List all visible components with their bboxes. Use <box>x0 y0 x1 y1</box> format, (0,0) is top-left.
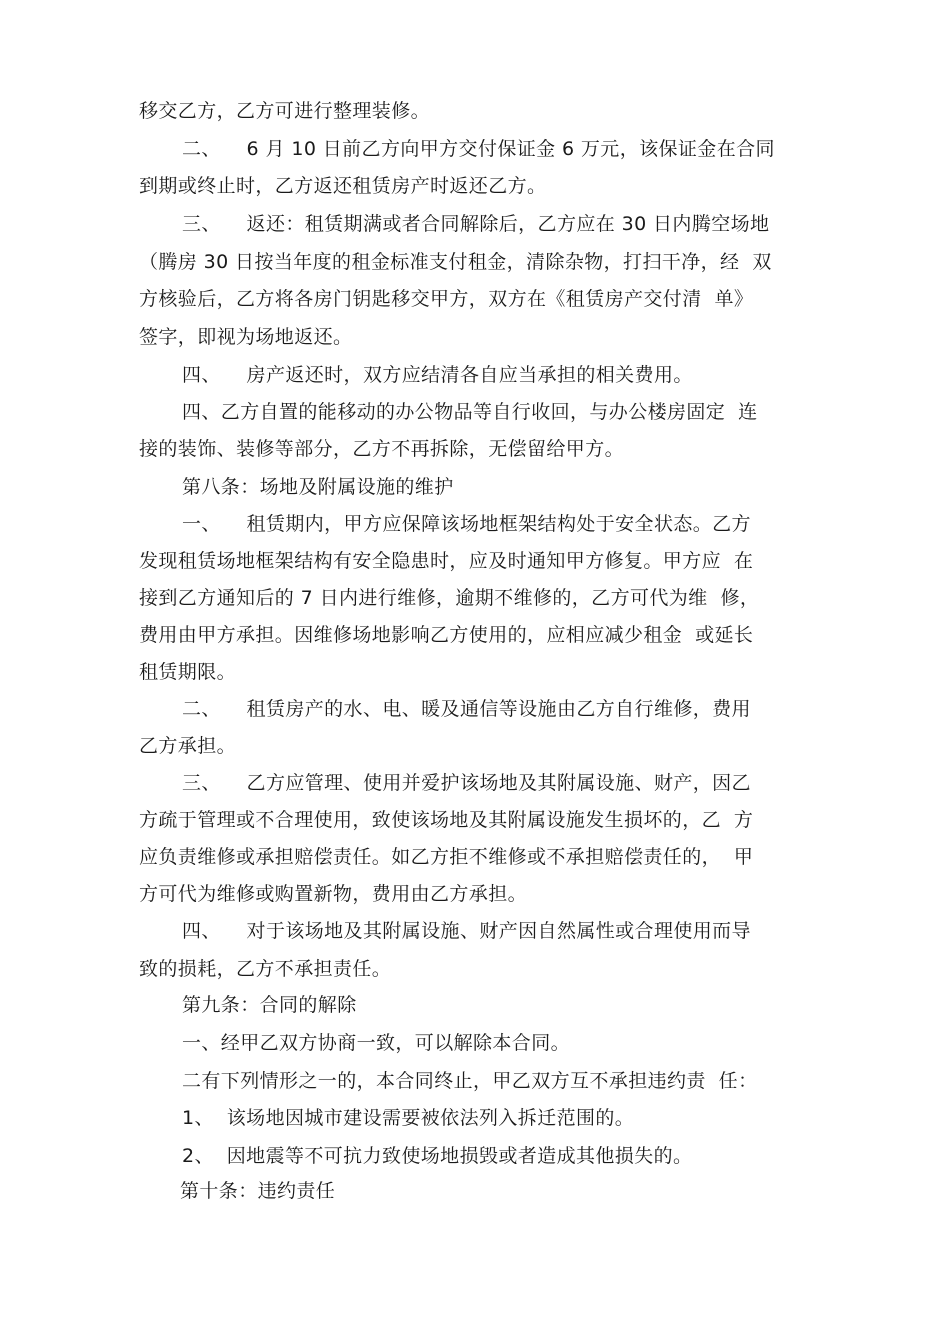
list-item: 2、 因地震等不可抗力致使场地损毁或者造成其他损失的。 <box>182 1145 693 1167</box>
text-line: 方核验后，乙方将各房门钥匙移交甲方，双方在《租赁房产交付清 单》 <box>139 288 754 310</box>
text-line: 接的装饰、装修等部分，乙方不再拆除，无偿留给甲方。 <box>139 438 625 460</box>
text-line: 移交乙方，乙方可进行整理装修。 <box>139 100 431 122</box>
text-line: （腾房 30 日按当年度的租金标准支付租金，清除杂物，打扫干净，经 双 <box>139 251 772 273</box>
text-line: 二有下列情形之一的，本合同终止，甲乙双方互不承担违约责 任： <box>182 1070 758 1092</box>
text-line: 三、 返还：租赁期满或者合同解除后，乙方应在 30 日内腾空场地 <box>182 213 770 235</box>
text-line: 到期或终止时，乙方返还租赁房产时返还乙方。 <box>139 175 547 197</box>
text-line: 乙方承担。 <box>139 735 237 757</box>
text-line: 一、 租赁期内，甲方应保障该场地框架结构处于安全状态。乙方 <box>182 513 751 535</box>
text-line: 致的损耗，乙方不承担责任。 <box>139 958 392 980</box>
text-line: 四、 房产返还时，双方应结清各自应当承担的相关费用。 <box>182 364 693 386</box>
text-line: 发现租赁场地框架结构有安全隐患时，应及时通知甲方修复。甲方应 在 <box>139 550 754 572</box>
text-line: 租赁期限。 <box>139 661 237 683</box>
text-line: 方疏于管理或不合理使用，致使该场地及其附属设施发生损坏的，乙 方 <box>139 809 754 831</box>
text-line: 接到乙方通知后的 7 日内进行维修，逾期不维修的，乙方可代为维 修， <box>139 587 760 609</box>
text-line: 四、 对于该场地及其附属设施、财产因自然属性或合理使用而导 <box>182 920 751 942</box>
list-item: 1、 该场地因城市建设需要被依法列入拆迁范围的。 <box>182 1107 635 1129</box>
section-heading: 第八条：场地及附属设施的维护 <box>182 476 454 498</box>
text-line: 方可代为维修或购置新物，费用由乙方承担。 <box>139 883 528 905</box>
text-line: 签字，即视为场地返还。 <box>139 326 353 348</box>
section-heading: 第十条：违约责任 <box>180 1180 336 1202</box>
text-line: 四、乙方自置的能移动的办公物品等自行收回，与办公楼房固定 连 <box>182 401 758 423</box>
text-line: 费用由甲方承担。因维修场地影响乙方使用的，应相应减少租金 或延长 <box>139 624 754 646</box>
section-heading: 第九条：合同的解除 <box>182 994 357 1016</box>
text-line: 二、 6 月 10 日前乙方向甲方交付保证金 6 万元，该保证金在合同 <box>182 138 775 160</box>
text-line: 三、 乙方应管理、使用并爱护该场地及其附属设施、财产，因乙 <box>182 772 751 794</box>
text-line: 应负责维修或承担赔偿责任。如乙方拒不维修或不承担赔偿责任的， 甲 <box>139 846 754 868</box>
text-line: 二、 租赁房产的水、电、暖及通信等设施由乙方自行维修，费用 <box>182 698 751 720</box>
text-line: 一、经甲乙双方协商一致，可以解除本合同。 <box>182 1032 571 1054</box>
